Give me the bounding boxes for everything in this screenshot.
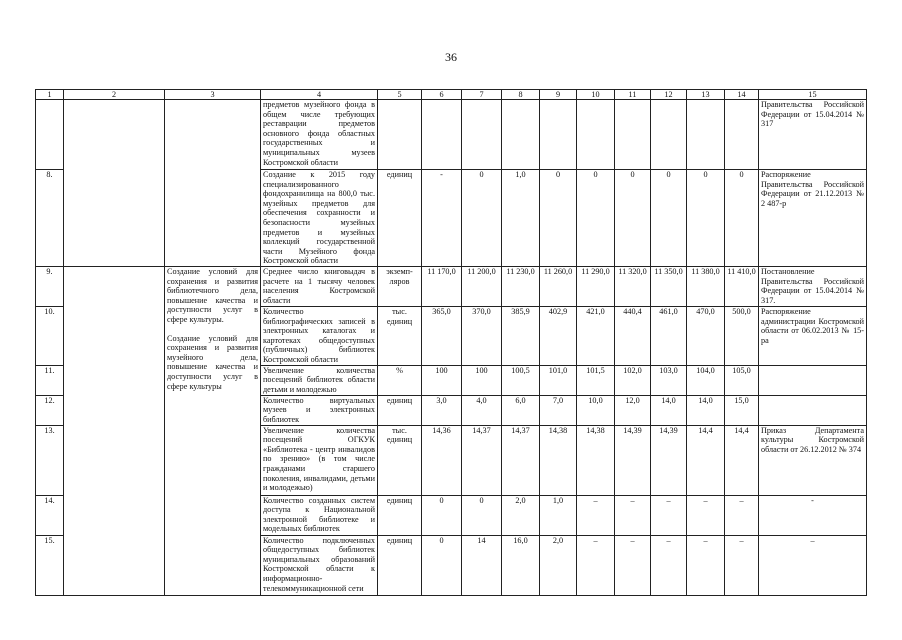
unit-cell: % xyxy=(378,365,422,395)
value-cell: – xyxy=(725,535,759,595)
value-cell: 2,0 xyxy=(540,535,577,595)
indicator-name: Количество подключенных общедоступных библиотек муниципальных образований Костромской области к информационно-телекоммуникационной сети xyxy=(261,535,378,595)
header-cell: 1 xyxy=(36,90,64,100)
value-cell: 12,0 xyxy=(615,395,651,425)
header-cell: 7 xyxy=(462,90,502,100)
value-cell: 102,0 xyxy=(615,365,651,395)
value-cell: 14,0 xyxy=(651,395,687,425)
basis-cell: Постановление Правительства Российской Федерации от 15.04.2014 № 317. xyxy=(759,267,867,307)
value-cell: 4,0 xyxy=(462,395,502,425)
header-cell: 15 xyxy=(759,90,867,100)
value-cell xyxy=(462,100,502,170)
indicator-name: Создание к 2015 году специализированного фондохранилища на 800,0 тыс. музейных предметов для обеспечения сохранности и безопасности музейных предметов и музейных коллекций государственной части Музейного фонда Костромской области xyxy=(261,170,378,267)
value-cell xyxy=(725,100,759,170)
value-cell: 11 290,0 xyxy=(577,267,615,307)
value-cell: 11 380,0 xyxy=(687,267,725,307)
value-cell: 14,37 xyxy=(502,425,540,495)
task-cell xyxy=(165,267,261,596)
goal-cell xyxy=(64,100,165,267)
value-cell: 11 230,0 xyxy=(502,267,540,307)
table-row xyxy=(36,100,867,170)
unit-cell: тыс. единиц xyxy=(378,307,422,366)
unit-cell: экземп-ляров xyxy=(378,267,422,307)
task-text: Создание условий для сохранения и развития библиотечного дела, повышение качества и доступности услуг в сфере культуры. xyxy=(167,267,258,324)
value-cell: 370,0 xyxy=(462,307,502,366)
basis-cell: Правительства Российской Федерации от 15.04.2014 № 317 xyxy=(759,100,867,170)
task-text: Создание условий для сохранения и развития музейного дела, повышение качества и доступности услуг в сфере культуры xyxy=(167,333,258,391)
value-cell: 1,0 xyxy=(502,170,540,267)
value-cell: 14,39 xyxy=(651,425,687,495)
value-cell: 10,0 xyxy=(577,395,615,425)
indicator-name: Среднее число книговыдач в расчете на 1 тысячу человек населения Костромской области xyxy=(261,267,378,307)
basis-cell: Распоряжение Правительства Российской Федерации от 21.12.2013 № 2 487-р xyxy=(759,170,867,267)
header-cell: 4 xyxy=(261,90,378,100)
value-cell: 104,0 xyxy=(687,365,725,395)
value-cell: 0 xyxy=(462,495,502,535)
value-cell: – xyxy=(577,495,615,535)
value-cell: – xyxy=(577,535,615,595)
value-cell: 7,0 xyxy=(540,395,577,425)
indicator-name: предметов музейного фонда в общем числе требующих реставрации предметов основного фонда областных государственных и муниципальных музеев Костромской области xyxy=(261,100,378,170)
header-cell: 8 xyxy=(502,90,540,100)
row-number: 9. xyxy=(36,267,64,307)
unit-cell: единиц xyxy=(378,395,422,425)
basis-cell xyxy=(759,365,867,395)
value-cell: 0 xyxy=(725,170,759,267)
row-number: 12. xyxy=(36,395,64,425)
value-cell xyxy=(651,100,687,170)
header-cell: 10 xyxy=(577,90,615,100)
value-cell: 14 xyxy=(462,535,502,595)
value-cell: 14,38 xyxy=(577,425,615,495)
value-cell: 11 350,0 xyxy=(651,267,687,307)
value-cell: 0 xyxy=(462,170,502,267)
value-cell: – xyxy=(687,495,725,535)
basis-cell: - xyxy=(759,495,867,535)
header-cell: 6 xyxy=(422,90,462,100)
indicators-table xyxy=(35,89,867,596)
row-number: 8. xyxy=(36,170,64,267)
header-cell: 5 xyxy=(378,90,422,100)
row-number: 10. xyxy=(36,307,64,366)
page-number: 36 xyxy=(445,50,457,64)
value-cell: 14,39 xyxy=(615,425,651,495)
value-cell xyxy=(615,100,651,170)
value-cell: 100 xyxy=(462,365,502,395)
task-cell xyxy=(165,100,261,267)
value-cell xyxy=(687,100,725,170)
basis-cell: Распоряжение администрации Костромской области от 06.02.2013 № 15-ра xyxy=(759,307,867,366)
value-cell: 14,38 xyxy=(540,425,577,495)
value-cell: 11 200,0 xyxy=(462,267,502,307)
value-cell: – xyxy=(615,535,651,595)
value-cell: 2,0 xyxy=(502,495,540,535)
basis-cell xyxy=(759,395,867,425)
header-cell: 12 xyxy=(651,90,687,100)
row-number: 15. xyxy=(36,535,64,595)
value-cell: 470,0 xyxy=(687,307,725,366)
value-cell: 103,0 xyxy=(651,365,687,395)
header-cell: 3 xyxy=(165,90,261,100)
indicator-name: Количество библиографических записей в электронных каталогах и картотеках общедоступных (публичных) библиотек Костромской области xyxy=(261,307,378,366)
indicator-name: Увеличение количества посещений библиотек области детьми и молодежью xyxy=(261,365,378,395)
header-cell: 14 xyxy=(725,90,759,100)
row-number: 14. xyxy=(36,495,64,535)
value-cell: 14,0 xyxy=(687,395,725,425)
value-cell: 0 xyxy=(651,170,687,267)
value-cell xyxy=(422,100,462,170)
row-number xyxy=(36,100,64,170)
value-cell: 11 320,0 xyxy=(615,267,651,307)
unit-cell xyxy=(378,100,422,170)
value-cell: 0 xyxy=(687,170,725,267)
value-cell: – xyxy=(687,535,725,595)
value-cell: 421,0 xyxy=(577,307,615,366)
value-cell: 14,4 xyxy=(725,425,759,495)
goal-cell xyxy=(64,267,165,596)
value-cell: 100 xyxy=(422,365,462,395)
value-cell: 385,9 xyxy=(502,307,540,366)
value-cell: 365,0 xyxy=(422,307,462,366)
value-cell: 0 xyxy=(422,495,462,535)
unit-cell: единиц xyxy=(378,170,422,267)
value-cell: 461,0 xyxy=(651,307,687,366)
value-cell: 14,36 xyxy=(422,425,462,495)
value-cell: 15,0 xyxy=(725,395,759,425)
table-row xyxy=(36,267,867,307)
value-cell: 440,4 xyxy=(615,307,651,366)
value-cell: 402,9 xyxy=(540,307,577,366)
value-cell: 105,0 xyxy=(725,365,759,395)
value-cell: 0 xyxy=(540,170,577,267)
header-cell: 9 xyxy=(540,90,577,100)
value-cell: 11 170,0 xyxy=(422,267,462,307)
value-cell: 11 410,0 xyxy=(725,267,759,307)
indicator-name: Количество созданных систем доступа к Национальной электронной библиотеке и модельных библиотек xyxy=(261,495,378,535)
value-cell: 6,0 xyxy=(502,395,540,425)
value-cell xyxy=(577,100,615,170)
header-cell: 11 xyxy=(615,90,651,100)
unit-cell: единиц xyxy=(378,535,422,595)
value-cell: 0 xyxy=(615,170,651,267)
value-cell xyxy=(502,100,540,170)
value-cell xyxy=(540,100,577,170)
header-cell: 13 xyxy=(687,90,725,100)
unit-cell: единиц xyxy=(378,495,422,535)
indicator-name: Количество виртуальных музеев и электронных библиотек xyxy=(261,395,378,425)
value-cell: – xyxy=(651,495,687,535)
row-number: 13. xyxy=(36,425,64,495)
value-cell: 1,0 xyxy=(540,495,577,535)
value-cell: 0 xyxy=(422,535,462,595)
value-cell: – xyxy=(651,535,687,595)
header-row xyxy=(36,90,867,100)
basis-cell: Приказ Департамента культуры Костромской области от 26.12.2012 № 374 xyxy=(759,425,867,495)
value-cell: 14,4 xyxy=(687,425,725,495)
value-cell: – xyxy=(725,495,759,535)
value-cell: 100,5 xyxy=(502,365,540,395)
indicator-name: Увеличение количества посещений ОГКУК «Библиотека - центр инвалидов по зрению» (в том числе гражданами старшего поколения, инвалидами, детьми и молодежью) xyxy=(261,425,378,495)
value-cell: 0 xyxy=(577,170,615,267)
unit-cell: тыс. единиц xyxy=(378,425,422,495)
value-cell: – xyxy=(615,495,651,535)
value-cell: 101,0 xyxy=(540,365,577,395)
basis-cell: – xyxy=(759,535,867,595)
value-cell: - xyxy=(422,170,462,267)
header-cell: 2 xyxy=(64,90,165,100)
row-number: 11. xyxy=(36,365,64,395)
value-cell: 11 260,0 xyxy=(540,267,577,307)
value-cell: 14,37 xyxy=(462,425,502,495)
value-cell: 101,5 xyxy=(577,365,615,395)
value-cell: 3,0 xyxy=(422,395,462,425)
value-cell: 16,0 xyxy=(502,535,540,595)
value-cell: 500,0 xyxy=(725,307,759,366)
